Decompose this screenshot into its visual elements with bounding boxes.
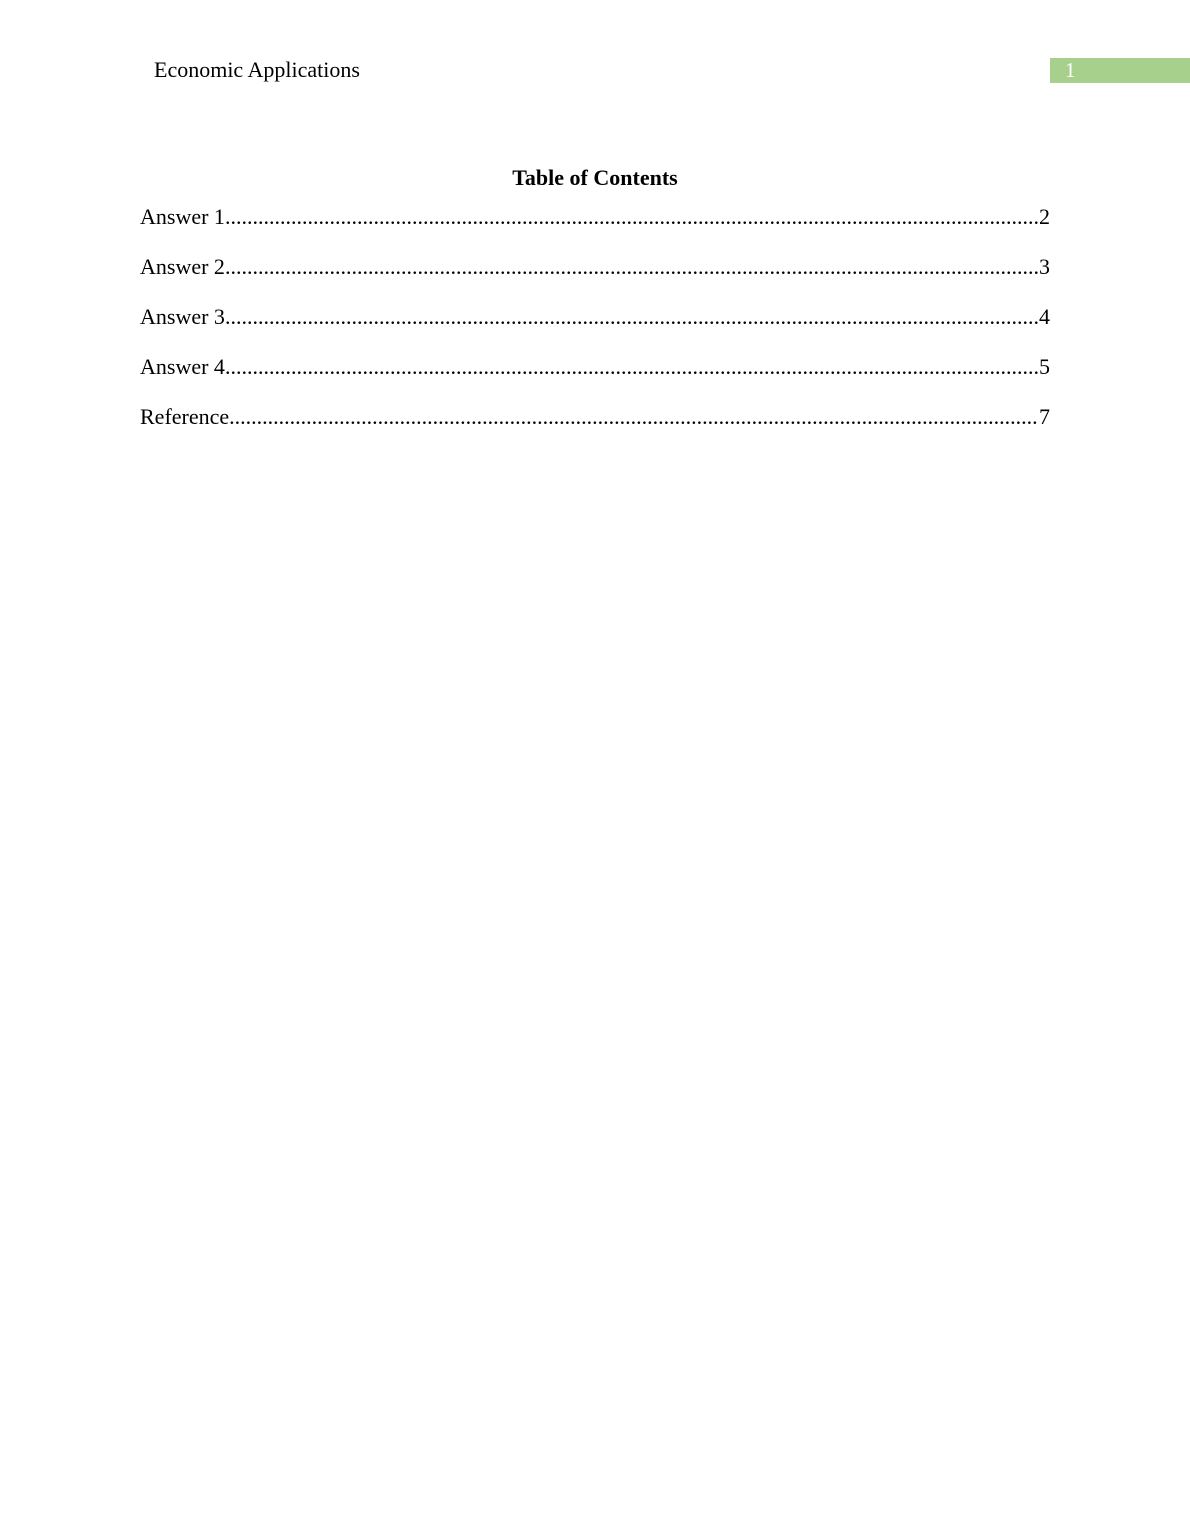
toc-entry-label: Reference (140, 404, 230, 429)
toc-heading: Table of Contents (512, 165, 678, 190)
page-number-badge (1050, 58, 1190, 83)
toc-dot-leader (225, 353, 1039, 381)
running-header-title: Economic Applications (154, 57, 360, 82)
toc-entry-label: Answer 4 (140, 354, 225, 379)
toc-entry-answer-3[interactable] (140, 303, 1050, 353)
toc-entry-page: 2 (1039, 204, 1050, 229)
toc-dot-leader (225, 303, 1039, 331)
toc-entry-answer-4[interactable] (140, 353, 1050, 403)
toc-entry-label: Answer 2 (140, 254, 225, 279)
toc-entry-label: Answer 1 (140, 204, 225, 229)
toc-entry-page: 3 (1039, 254, 1050, 279)
toc-entry-reference[interactable] (140, 403, 1050, 453)
toc-entry-answer-2[interactable] (140, 253, 1050, 303)
toc-entry-label: Answer 3 (140, 304, 225, 329)
toc-entry-page: 4 (1039, 304, 1050, 329)
table-of-contents (140, 203, 1050, 453)
toc-entry-page: 5 (1039, 354, 1050, 379)
page-number: 1 (1065, 58, 1076, 82)
toc-dot-leader (225, 253, 1039, 281)
toc-entry-answer-1[interactable] (140, 203, 1050, 253)
toc-dot-leader (229, 403, 1039, 431)
toc-entry-page: 7 (1039, 404, 1050, 429)
toc-dot-leader (225, 203, 1039, 231)
